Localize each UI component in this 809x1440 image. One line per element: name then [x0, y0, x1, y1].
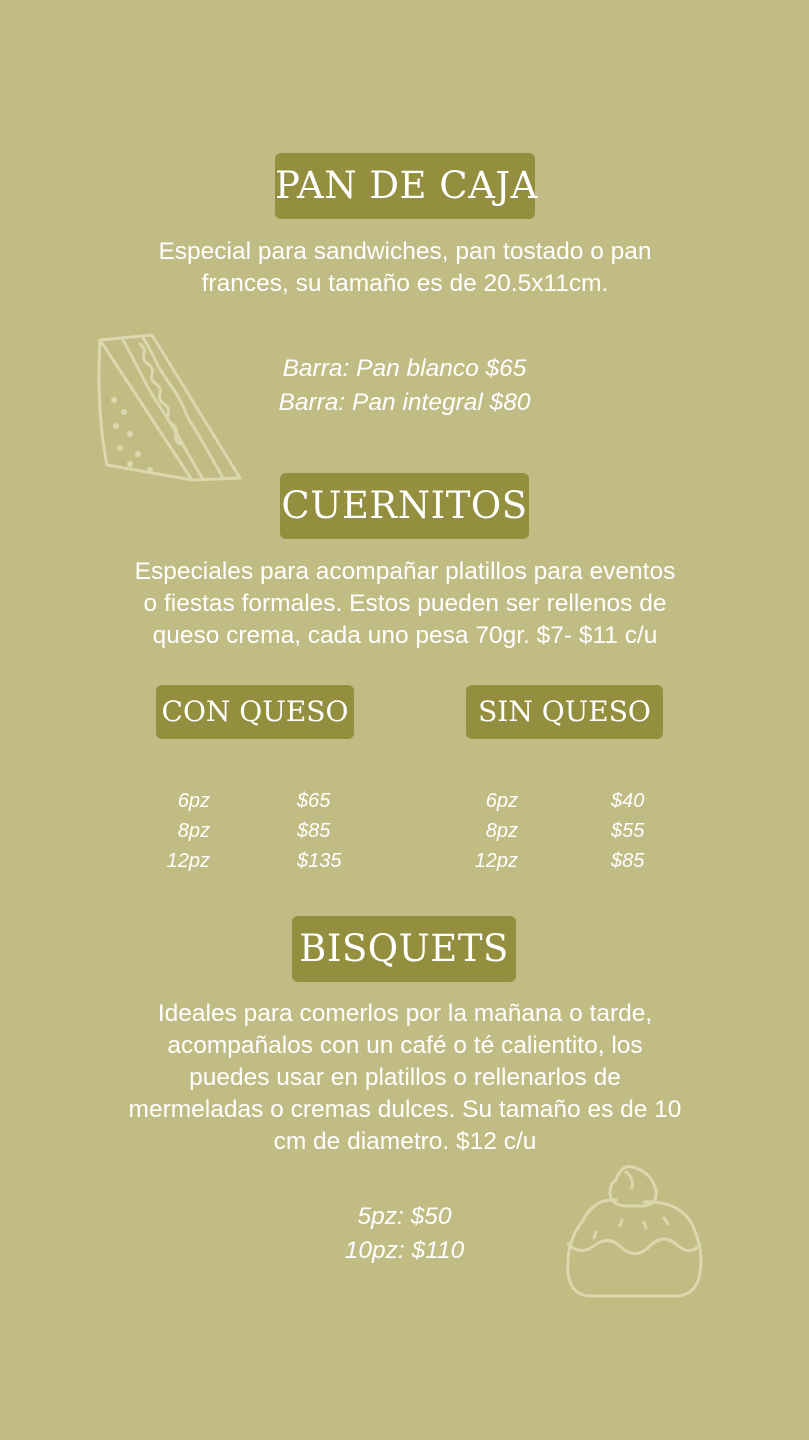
sin-queso-price-1: $40: [611, 790, 645, 812]
con-queso-qty-3: 12pz: [166, 850, 210, 872]
sin-queso-qty-1: 6pz: [485, 790, 518, 812]
cuernitos-description: Especiales para acompañar platillos para eventos o fiestas formales. Estos pueden ser rellenos de queso crema, cada uno pesa 70gr. $7- $11 c/u: [134, 558, 676, 649]
pan-de-caja-description: Especial para sandwiches, pan tostado o pan frances, su tamaño es de 20.5x11cm.: [158, 238, 652, 297]
bisquets-description: Ideales para comerlos por la mañana o tarde, acompañalos con un café o té calientito, los puedes usar en platillos o rellenarlos de mermeladas o cremas dulces. Su tamaño es de 10 cm de diametro. $12 c/u: [128, 1000, 682, 1155]
con-queso-price-2: $85: [297, 820, 331, 842]
pan-de-caja-price-2: Barra: Pan integral $80: [278, 389, 531, 416]
con-queso-price-1: $65: [297, 790, 331, 812]
sin-queso-price-2: $55: [611, 820, 645, 842]
bisquets-price-1: 5pz: $50: [357, 1203, 452, 1230]
cuernitos-title: CUERNITOS: [280, 473, 529, 539]
con-queso-label: CON QUESO: [156, 685, 354, 739]
con-queso-qty-2: 8pz: [177, 820, 210, 842]
bisquets-price-2: 10pz: $110: [344, 1237, 465, 1264]
biscuit-icon: [560, 1160, 708, 1305]
sin-queso-qty-3: 12pz: [474, 850, 518, 872]
bisquets-title: BISQUETS: [292, 916, 516, 982]
sin-queso-label: SIN QUESO: [466, 685, 663, 739]
pan-de-caja-price-1: Barra: Pan blanco $65: [282, 355, 527, 382]
pan-de-caja-title: PAN DE CAJA: [275, 153, 535, 219]
con-queso-price-3: $135: [297, 850, 342, 872]
sin-queso-qty-2: 8pz: [485, 820, 518, 842]
sin-queso-price-3: $85: [611, 850, 645, 872]
con-queso-qty-1: 6pz: [177, 790, 210, 812]
